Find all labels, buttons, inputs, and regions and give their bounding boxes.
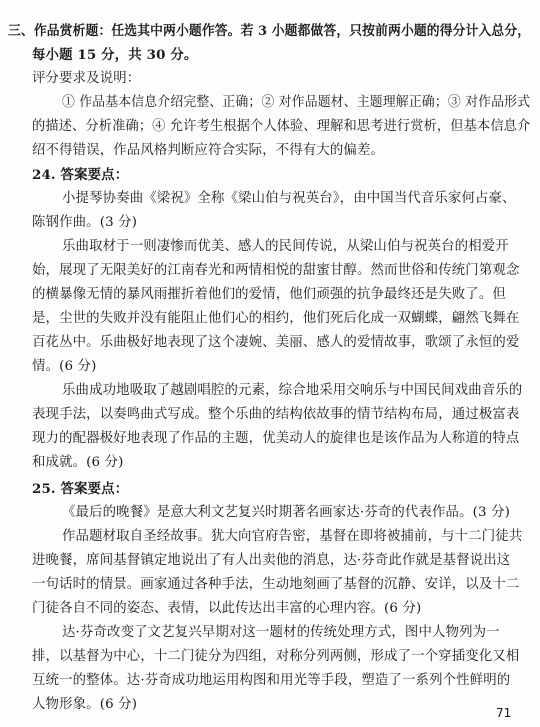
q25-p3-line-1: 达·芬奇改变了文艺复兴早期对这一题材的传统处理方式，图中人物列为一 xyxy=(62,625,500,640)
q24-heading: 24. 答案要点： xyxy=(32,167,129,183)
requirements-line-1: ① 作品基本信息介绍完整、正确；② 对作品题材、主题理解正确；③ 对作品形式 xyxy=(62,95,531,110)
q24-p3-line-4: 和成就。(6 分) xyxy=(32,455,124,470)
q24-p1-line-1: 小提琴协奏曲《梁祝》全称《梁山伯与祝英台》，由中国当代音乐家何占豪、 xyxy=(62,191,516,206)
q24-p3-line-1: 乐曲成功地吸取了越剧唱腔的元素，综合地采用交响乐与中国民间戏曲音乐的 xyxy=(62,383,523,398)
requirements-heading: 评分要求及说明： xyxy=(32,71,141,86)
q24-p2-line-3: 的横暴像无情的暴风雨摧折着他们的爱情，他们顽强的抗争最终还是失败了。但 xyxy=(32,287,506,302)
q25-p3-line-3: 互统一的整体。达·芬奇成功地运用构图和用光等手段，塑造了一系列个性鲜明的 xyxy=(32,673,511,688)
q24-p3-line-3: 现力的配器极好地表现了作品的主题，优美动人的旋律也是该作品为人称道的特点 xyxy=(32,431,520,446)
q25-p2-line-3: 一句话时的情景。画家通过各种手法，生动地刻画了基督的沉静、安详，以及十二 xyxy=(32,577,520,592)
q24-p2-line-2: 始，展现了无限美好的江南春光和两情相悦的甜蜜甘醇。然而世俗和传统门第观念 xyxy=(32,263,520,278)
q25-p3-line-4: 人物形象。(6 分) xyxy=(32,697,138,712)
q25-p2-line-1: 作品题材取自圣经故事。犹大向官府告密，基督在即将被捕前，与十二门徒共 xyxy=(62,529,523,544)
q25-p2-line-4: 门徒各自不同的姿态、表情，以此传达出丰富的心理内容。(6 分) xyxy=(32,601,422,616)
q24-p2-line-4: 是，尘世的失败并没有能阻止他们心的相约，他们死后化成一双蝴蝶，翩然飞舞在 xyxy=(32,311,520,326)
q25-heading: 25. 答案要点： xyxy=(32,481,129,497)
q24-p2-line-6: 情。(6 分) xyxy=(32,359,97,374)
q25-p2-line-2: 进晚餐，席间基督镇定地说出了有人出卖他的消息，达·芬奇此作就是基督说出这 xyxy=(32,553,511,568)
requirements-line-2: 的描述、分析准确；④ 允许考生根据个人体验、理解和思考进行赏析，但基本信息介 xyxy=(32,119,531,134)
q24-p1-line-2: 陈钢作曲。(3 分) xyxy=(32,215,138,230)
q25-p3-line-2: 排，以基督为中心，十二门徒分为四组，对称分列两侧，形成了一个穿插变化又相 xyxy=(32,649,520,664)
q24-p2-line-5: 百花丛中。乐曲极好地表现了这个凄婉、美丽、感人的爱情故事，歌颂了永恒的爱 xyxy=(32,335,520,350)
requirements-line-3: 绍不得错误，作品风格判断应符合实际，不得有大的偏差。 xyxy=(32,143,385,158)
section-instructions-line-2: 每小题 15 分，共 30 分。 xyxy=(32,47,198,63)
q24-p2-line-1: 乐曲取材于一则凄惨而优美、感人的民间传说，从梁山伯与祝英台的相爱开 xyxy=(62,239,509,254)
section-instructions-line-1: 三、作品赏析题：任选其中两小题作答。若 3 小题都做答，只按前两小题的得分计入总分， xyxy=(8,23,531,39)
q25-p1-line-1: 《最后的晚餐》是意大利文艺复兴时期著名画家达·芬奇的代表作品。(3 分) xyxy=(62,505,510,520)
q24-p3-line-2: 表现手法，以奏鸣曲式写成。整个乐曲的结构依故事的情节结构布局，通过极富表 xyxy=(32,407,520,422)
page-number: 71 xyxy=(496,706,512,720)
